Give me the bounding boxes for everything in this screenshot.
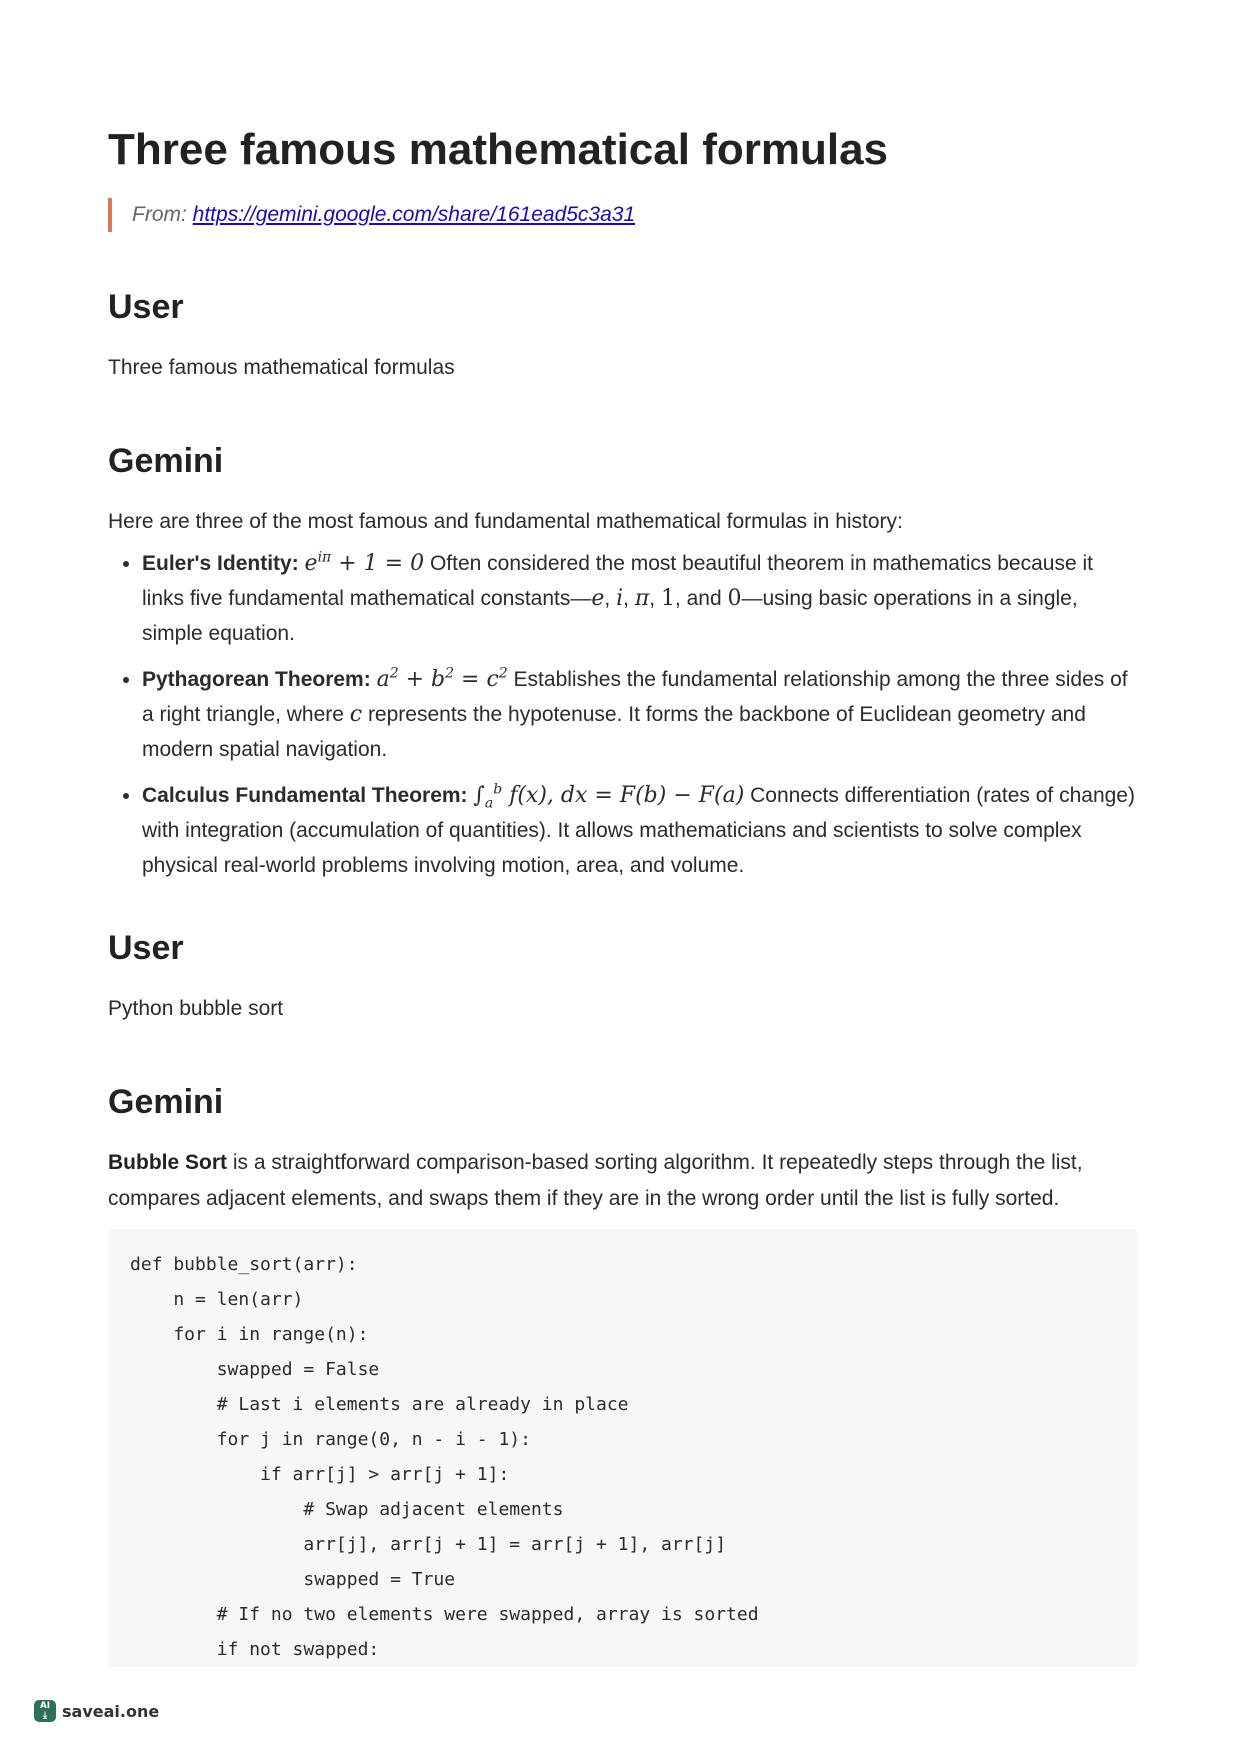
speaker-heading-user: User (108, 929, 184, 967)
user-message: Three famous mathematical formulas (108, 356, 455, 379)
formula-description: Often considered the most beautiful theorem in mathematics because it links five fundamental mathematical constants— (142, 552, 1093, 610)
page-title: Three famous mathematical formulas (108, 125, 889, 174)
constant-pi: π (634, 586, 650, 611)
saveai-logo-icon: AI ⤓ (34, 1700, 56, 1722)
code-line: # Last i elements are already in place (130, 1394, 629, 1415)
code-line: # Swap adjacent elements (130, 1499, 564, 1520)
brand-name: saveai.one (62, 1701, 160, 1721)
code-block (108, 1229, 1138, 1667)
footer-brand (34, 1700, 159, 1722)
list-item (142, 662, 1138, 767)
code-line: swapped = False (130, 1359, 380, 1380)
code-line: if not swapped: (130, 1639, 380, 1660)
list-item: • Euler's Identity: $e^{i\pi} + 1 = 0$ Often considered the most beautiful theorem in mathematics because it links five fundamental mathematical constants—e, i, π, 1, and 0—using basic operations in a single, simple equation. (142, 546, 1138, 651)
gemini-message-text: is a straightforward comparison-based sorting algorithm. It repeatedly steps through the list, compares adjacent elements, and swaps them if they are in the wrong order until the list is fully sorted. (108, 1151, 1083, 1210)
hypotenuse-var: c (349, 702, 363, 727)
source-link[interactable]: https://gemini.google.com/share/161ead5c3a31 (192, 203, 636, 226)
formula-description: Establishes the fundamental relationship among the three sides of a right triangle, where (142, 668, 1128, 726)
code-line: # If no two elements were swapped, array is sorted (130, 1604, 759, 1625)
formula-name: Euler's Identity: (142, 552, 299, 575)
formula-list (108, 546, 1138, 883)
speaker-heading-user: User (108, 288, 184, 326)
formula-description: Connects differentiation (rates of change) with integration (accumulation of quantities). It allows mathematicians and scientists to solve complex physical real-world problems involving motion, area, and volume. (142, 784, 1135, 877)
gemini-intro: Here are three of the most famous and fundamental mathematical formulas in history: (108, 510, 903, 533)
code-line: for j in range(0, n - i - 1): (130, 1429, 531, 1450)
speaker-heading-gemini: Gemini (108, 1083, 224, 1121)
term-bubble-sort: Bubble Sort (108, 1151, 227, 1174)
formula-name: Calculus Fundamental Theorem: (142, 784, 468, 807)
list-item (142, 778, 1138, 883)
code-line: n = len(arr) (130, 1289, 304, 1310)
constant-one: 1 (660, 586, 675, 611)
source-quote (108, 198, 1138, 232)
code-line: def bubble_sort(arr): (130, 1254, 358, 1275)
constant-zero: 0 (727, 586, 742, 611)
formula-description-end: —using basic operations in a single, simple equation. (142, 587, 1078, 645)
user-message: Python bubble sort (108, 997, 284, 1020)
document-page (108, 120, 1138, 1667)
source-prefix: From: (132, 203, 193, 226)
calculus-formula: $\int_a^b$ f(x), dx = F(b) − F(a) (473, 781, 745, 812)
euler-formula: $e^{i\pi} + 1 = 0$ (304, 549, 425, 576)
speaker-heading-gemini: Gemini (108, 442, 224, 480)
constant-e: e (591, 586, 605, 611)
code-line: if arr[j] > arr[j + 1]: (130, 1464, 510, 1485)
constant-i: i (616, 586, 624, 611)
gemini-message (108, 1145, 1138, 1217)
formula-description-end: represents the hypotenuse. It forms the backbone of Euclidean geometry and modern spatial navigation. (142, 703, 1086, 761)
pythagorean-formula: $a^2 + b^2 = c^2$ (376, 665, 508, 692)
code-line: swapped = True (130, 1569, 456, 1590)
formula-name: Pythagorean Theorem: (142, 668, 371, 691)
code-line: for i in range(n): (130, 1324, 369, 1345)
code-line: arr[j], arr[j + 1] = arr[j + 1], arr[j] (130, 1534, 727, 1555)
